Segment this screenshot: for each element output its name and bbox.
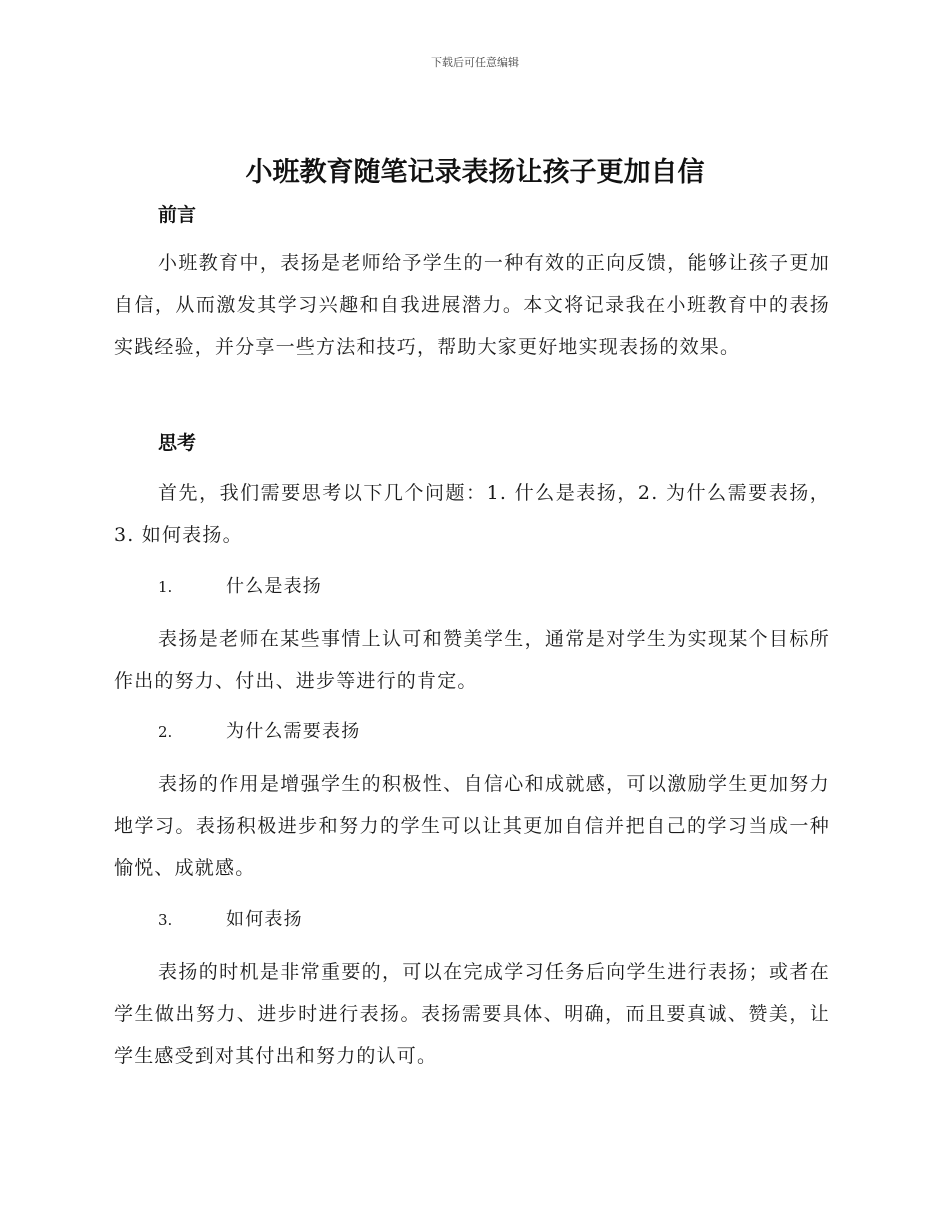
document-title: 小班教育随笔记录表扬让孩子更加自信 bbox=[245, 157, 705, 188]
paragraph-thinking: 首先，我们需要思考以下几个问题：1. 什么是表扬，2. 为什么需要表扬，3. 如何表扬。 bbox=[114, 482, 830, 546]
paragraph-item-1: 表扬是老师在某些事情上认可和赞美学生，通常是对学生为实现某个目标所作出的努力、付出、进步等进行的肯定。 bbox=[114, 628, 830, 692]
paragraph-item-2: 表扬的作用是增强学生的积极性、自信心和成就感，可以激励学生更加努力地学习。表扬积极进步和努力的学生可以让其更加自信并把自己的学习当成一种愉悦、成就感。 bbox=[114, 773, 830, 879]
list-item-1 bbox=[158, 572, 322, 602]
paragraph-item-3: 表扬的时机是非常重要的，可以在完成学习任务后向学生进行表扬；或者在学生做出努力、进步时进行表扬。表扬需要具体、明确，而且要真诚、赞美，让学生感受到对其付出和努力的认可。 bbox=[114, 961, 830, 1067]
page-header-note: 下载后可任意编辑 bbox=[431, 56, 519, 69]
heading-thinking: 思考 bbox=[158, 432, 197, 454]
paragraph-preface: 小班教育中，表扬是老师给予学生的一种有效的正向反馈，能够让孩子更加自信，从而激发其学习兴趣和自我进展潜力。本文将记录我在小班教育中的表扬实践经验，并分享一些方法和技巧，帮助大家更好地实现表扬的效果。 bbox=[114, 252, 830, 358]
list-number: 1. bbox=[158, 578, 173, 596]
list-number: 2. bbox=[158, 723, 173, 741]
list-title: 如何表扬 bbox=[226, 909, 303, 930]
list-item-2 bbox=[158, 717, 360, 747]
list-title: 为什么需要表扬 bbox=[226, 721, 361, 742]
list-item-3 bbox=[158, 905, 303, 935]
heading-preface: 前言 bbox=[158, 204, 197, 226]
list-number: 3. bbox=[158, 911, 173, 929]
list-title: 什么是表扬 bbox=[226, 576, 322, 597]
